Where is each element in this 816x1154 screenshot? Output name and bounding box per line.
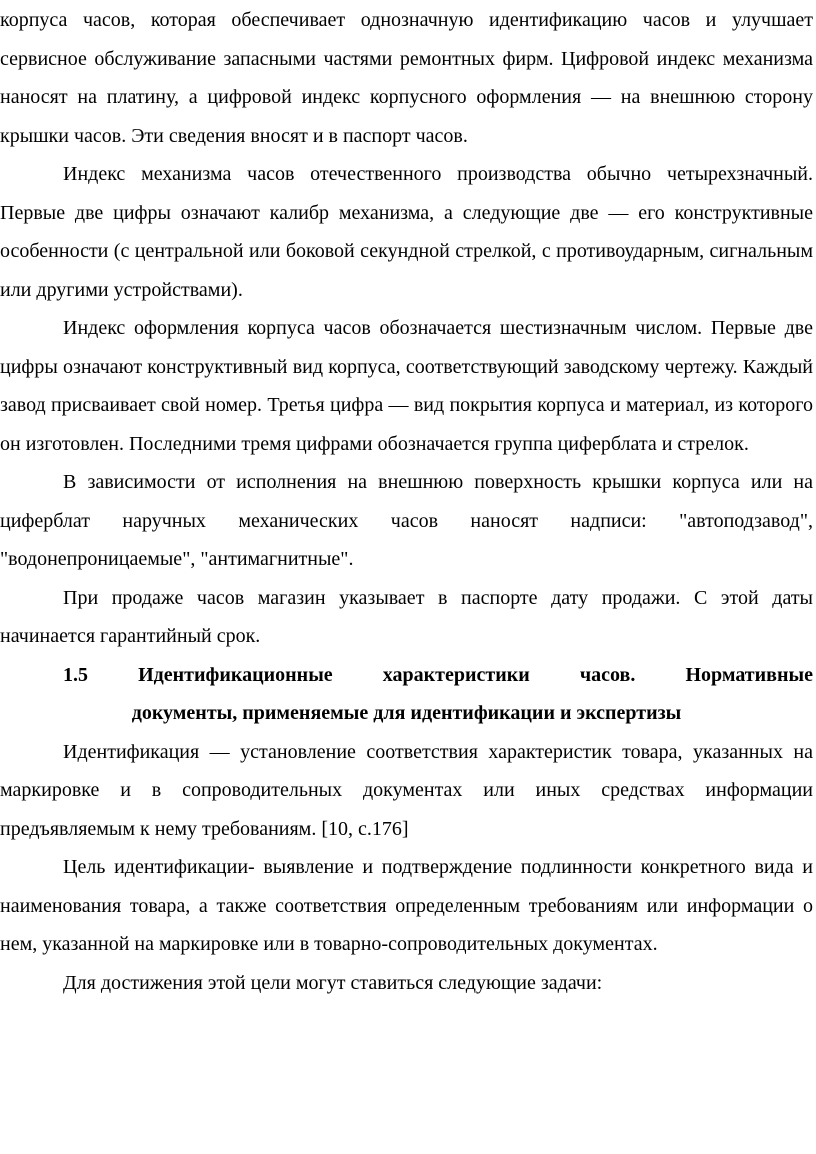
paragraph-inscriptions: В зависимости от исполнения на внешнюю поверхность крышки корпуса или на циферблат наручных механических часов наносят надписи: "автоподзавод", "водонепроницаемые", "антимагнитные". [0, 471, 813, 570]
text-block-top [0, 1, 813, 1002]
heading-word: характеристики [382, 663, 530, 686]
section-heading-line2: документы, применяемые для идентификации и экспертизы [131, 702, 682, 724]
section-heading [0, 656, 813, 733]
paragraph-continued: корпуса часов, которая обеспечивает однозначную идентификацию часов и улучшает сервисное обслуживание запасными частями ремонтных фирм. Цифровой индекс механизма наносят на платину, а цифровой индекс корпусного оформления — на внешнюю сторону крышки часов. Эти сведения вносят и в паспорт часов. [0, 9, 813, 147]
paragraph-case-index: Индекс оформления корпуса часов обозначается шестизначным числом. Первые две цифры означают конструктивный вид корпуса, соответствующий заводскому чертежу. Каждый завод присваивает свой номер. Третья цифра — вид покрытия корпуса и материал, из которого он изготовлен. Последними тремя цифрами обозначается группа циферблата и стрелок. [0, 317, 813, 455]
paragraph-identification-goal: Цель идентификации- выявление и подтверждение подлинности конкретного вида и наименования товара, а также соответствия определенным требованиям или информации о нем, указанной на маркировке или в товарно-сопроводительных документах. [0, 856, 813, 955]
heading-word: часов. [579, 663, 636, 686]
section-heading-line1 [0, 656, 813, 695]
heading-word: Идентификационные [138, 663, 333, 686]
paragraph-tasks-intro: Для достижения этой цели могут ставиться следующие задачи: [63, 971, 603, 994]
paragraph-warranty: При продаже часов магазин указывает в паспорте дату продажи. С этой даты начинается гарантийный срок. [0, 586, 813, 647]
paragraph-identification-definition: Идентификация — установление соответствия характеристик товара, указанных на маркировке и в сопроводительных документах или иных средствах информации предъявляемым к нему требованиям. [10, с.176] [0, 740, 813, 840]
paragraph-movement-index: Индекс механизма часов отечественного производства обычно четырехзначный. Первые две цифры означают калибр механизма, а следующие две — его конструктивные особенности (с центральной или боковой секундной стрелкой, с противоударным, сигнальным или другими устройствами). [0, 163, 813, 301]
section-number: 1.5 [63, 663, 88, 686]
heading-word: Нормативные [685, 663, 813, 686]
